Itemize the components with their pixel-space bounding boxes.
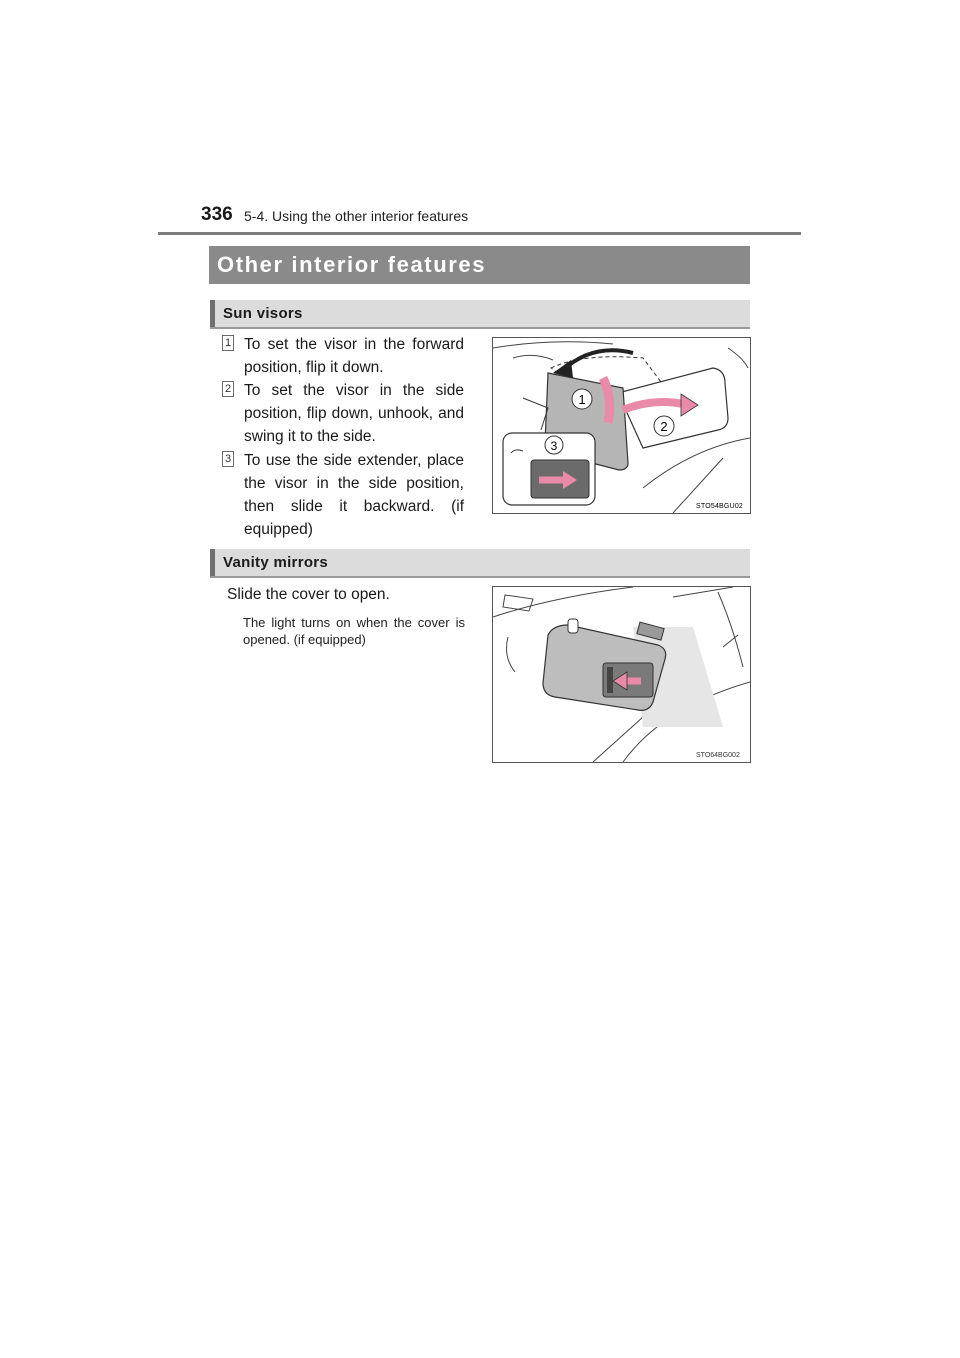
vanity-instruction: Slide the cover to open. [227, 586, 390, 603]
page-number: 336 [201, 204, 233, 225]
callout-2-label: 2 [660, 419, 668, 434]
figure-code: STO54BGU02 [696, 503, 744, 510]
flip-arrow-icon [563, 350, 633, 370]
headliner-line [493, 587, 633, 617]
windshield-line [643, 438, 750, 488]
sun-visor-drawing [493, 338, 750, 513]
step-number-3: 3 [222, 451, 234, 467]
section-reference: 5-4. Using the other interior features [244, 208, 469, 224]
figure-code: STO64BG002 [696, 752, 740, 759]
vanity-note: The light turns on when the cover is opened. (if equipped) [243, 615, 465, 647]
step-text-2: To set the visor in the side position, flip down, unhook, and swing it to the side. [244, 382, 464, 445]
visor-hook [568, 619, 578, 633]
pillar-line [718, 592, 743, 667]
trim-line [513, 355, 553, 360]
step-text-1: To set the visor in the forward position, flip it down. [244, 336, 464, 376]
step-number-1: 1 [222, 335, 234, 351]
headliner-line [493, 342, 613, 348]
page-title-bar [209, 246, 750, 284]
sun-visor-illustration [492, 337, 751, 514]
heading-marker [210, 300, 215, 327]
mirror-outline [507, 637, 515, 672]
dash-line [593, 717, 643, 762]
callout-1-label: 1 [578, 392, 586, 407]
mirror-edge [607, 667, 613, 693]
sun-visors-heading: Sun visors [223, 305, 303, 322]
callout-3-label: 3 [550, 439, 558, 453]
heading-marker [210, 549, 215, 576]
sun-visors-heading-bar [210, 300, 750, 329]
trim-line-right [728, 348, 748, 368]
header-divider [158, 232, 801, 235]
vanity-mirrors-heading-bar [210, 549, 750, 578]
vanity-mirror-drawing [493, 587, 750, 762]
overhead-console [503, 595, 533, 611]
inset-leader [523, 398, 548, 430]
step-text-3: To use the side extender, place the visor in the side position, then slide it backward. (if equipped) [244, 452, 464, 538]
vanity-mirrors-heading: Vanity mirrors [223, 554, 329, 571]
step-number-2: 2 [222, 381, 234, 397]
vanity-mirror-illustration [492, 586, 751, 763]
page-title: Other interior features [217, 252, 487, 277]
roof-edge [673, 587, 733, 597]
